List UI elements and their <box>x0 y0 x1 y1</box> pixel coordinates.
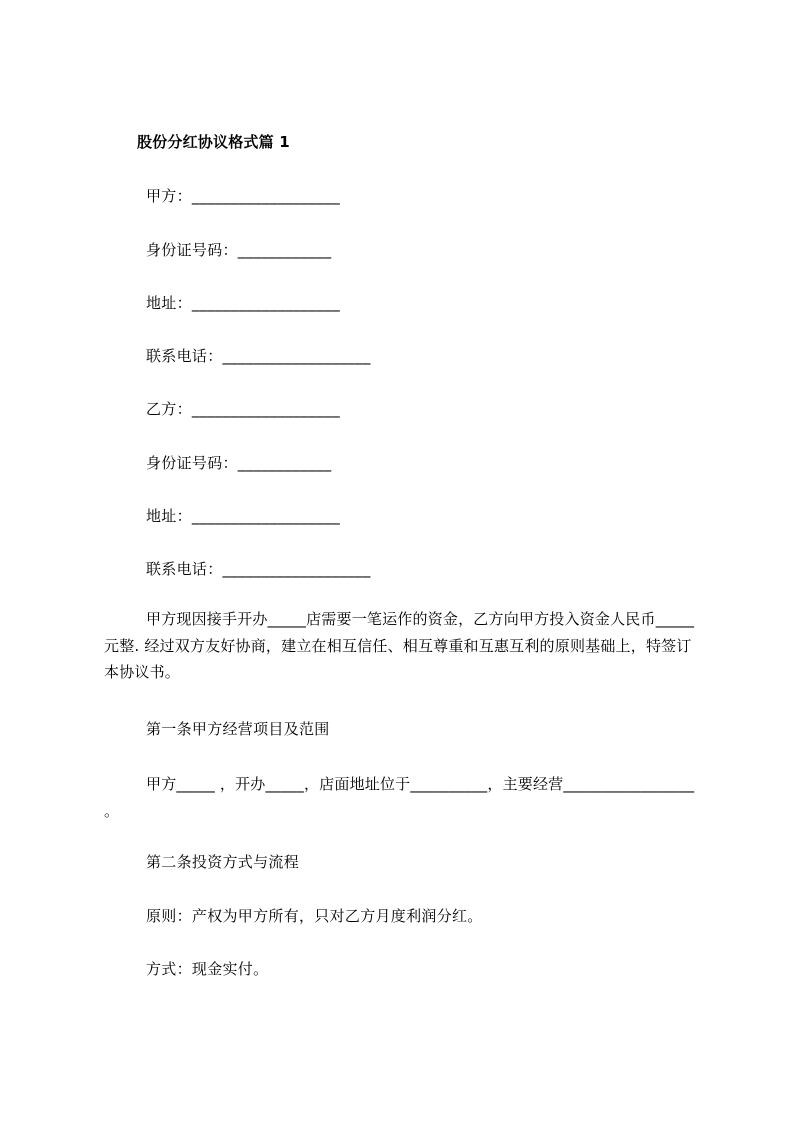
method-line: 方式：现金实付。 <box>146 960 269 978</box>
party-b-id-number-field: 身份证号码：____________ <box>146 454 332 472</box>
party-b-phone-field: 联系电话：___________________ <box>146 560 371 578</box>
article-1-heading: 第一条甲方经营项目及范围 <box>146 720 330 738</box>
principle-line: 原则：产权为甲方所有，只对乙方月度利润分红。 <box>146 907 483 925</box>
party-a-name-field: 甲方：___________________ <box>146 187 341 205</box>
party-b-address-field: 地址：___________________ <box>146 507 341 525</box>
party-a-id-number-field: 身份证号码：____________ <box>146 241 332 259</box>
article-2-heading: 第二条投资方式与流程 <box>146 853 300 871</box>
party-a-phone-field: 联系电话：___________________ <box>146 347 371 365</box>
document-title: 股份分红协议格式篇 1 <box>137 133 290 151</box>
party-a-address-field: 地址：___________________ <box>146 294 341 312</box>
article-1-body: 甲方_____ ，开办_____，店面地址位于__________，主要经营_________________ 。 <box>104 775 695 820</box>
party-b-name-field: 乙方：___________________ <box>146 400 341 418</box>
preamble-paragraph: 甲方现因接手开办_____店需要一笔运作的资金，乙方向甲方投入资金人民币_____元整. 经过双方友好协商，建立在相互信任、相互尊重和互惠互利的原则基础上，特签订本协议书。 <box>104 610 695 681</box>
